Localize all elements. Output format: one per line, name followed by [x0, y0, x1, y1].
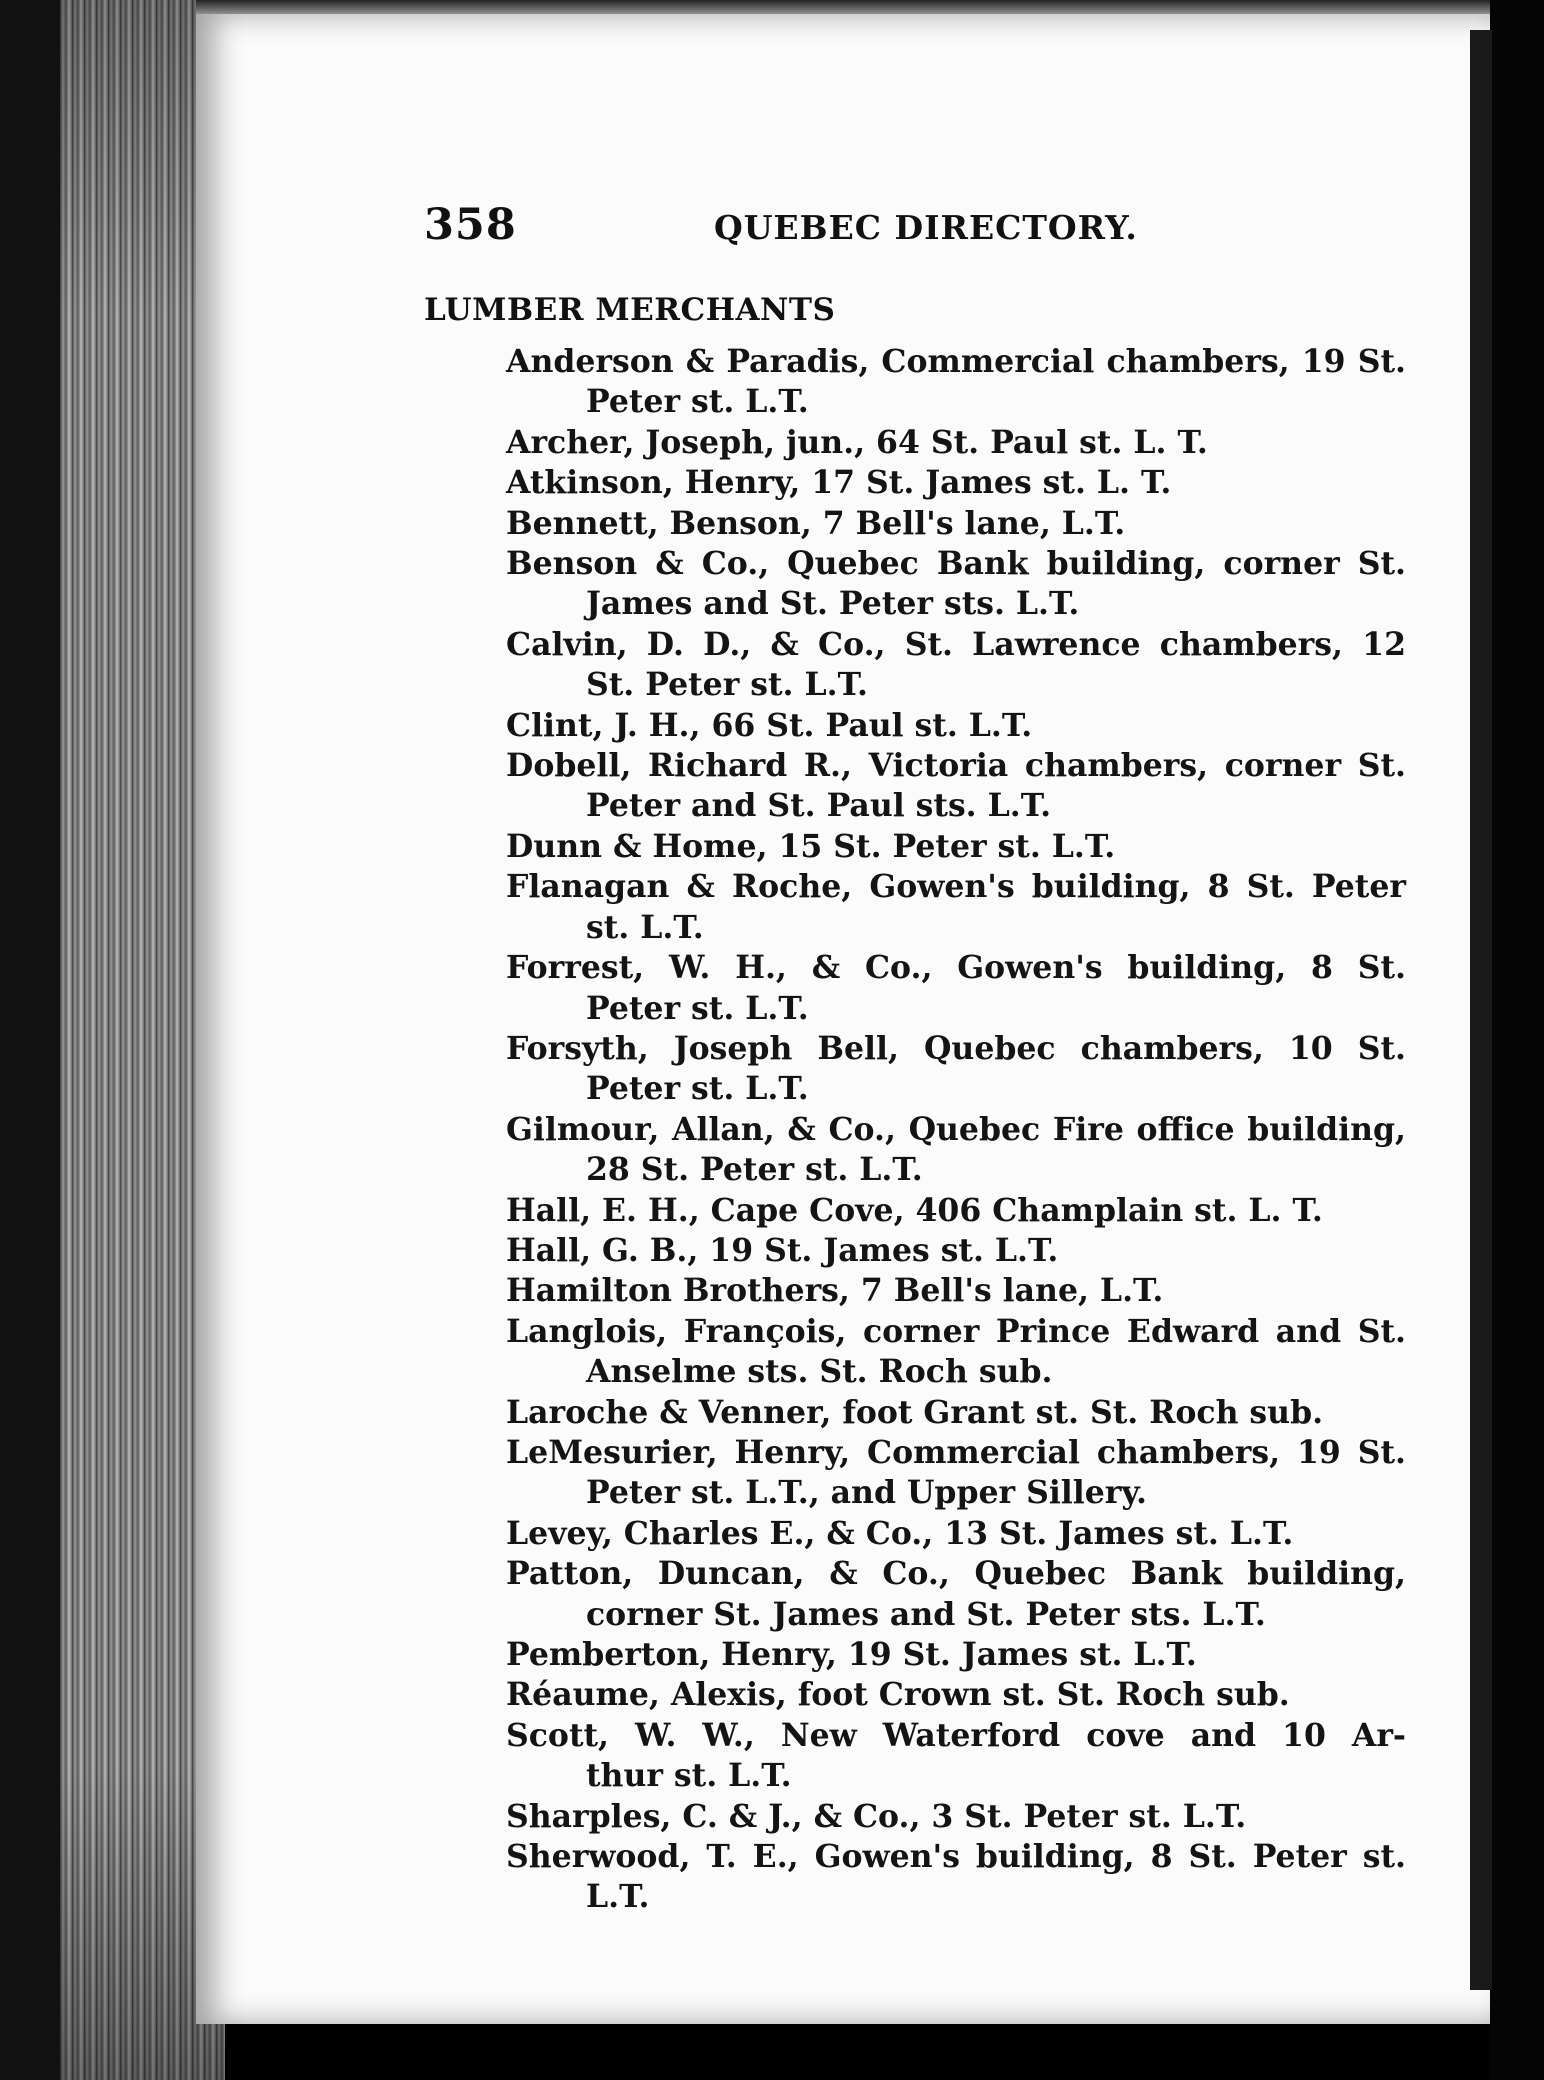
- entry-line: Langlois, François, corner Prince Edward and St.: [506, 1312, 1406, 1350]
- directory-entry: [506, 1191, 1406, 1231]
- entry-line: Laroche & Venner, foot Grant st. St. Roch sub.: [506, 1393, 1324, 1431]
- entry-continuation-line: Peter st. L.T.: [586, 383, 809, 421]
- entry-continuation-line: 28 St. Peter st. L.T.: [586, 1151, 923, 1189]
- entry-continuation-line: corner St. James and St. Peter sts. L.T.: [586, 1595, 1266, 1633]
- right-margin-dark: [1490, 0, 1544, 2080]
- entry-line: Calvin, D. D., & Co., St. Lawrence chambers, 12: [506, 625, 1406, 663]
- entry-continuation-line: Anselme sts. St. Roch sub.: [586, 1353, 1053, 1391]
- entry-line: Pemberton, Henry, 19 St. James st. L.T.: [506, 1636, 1197, 1673]
- entry-line: Dobell, Richard R., Victoria chambers, corner St.: [506, 747, 1406, 785]
- directory-entries: [506, 342, 1406, 1918]
- entry-line: Sherwood, T. E., Gowen's building, 8 St. Peter st.: [506, 1838, 1406, 1876]
- directory-entry: [506, 625, 1406, 706]
- entry-line: Hamilton Brothers, 7 Bell's lane, L.T.: [506, 1272, 1164, 1310]
- directory-entry: [506, 1514, 1406, 1554]
- directory-entry: [506, 1837, 1406, 1918]
- entry-continuation-line: L.T.: [586, 1878, 650, 1916]
- entry-line: Sharples, C. & J., & Co., 3 St. Peter st. L.T.: [506, 1797, 1247, 1835]
- directory-entry: [506, 1554, 1406, 1635]
- directory-entry: [506, 463, 1406, 503]
- directory-entry: [506, 948, 1406, 1029]
- directory-entry: [506, 1312, 1406, 1393]
- book-spine-shadow: [0, 0, 60, 2080]
- directory-entry: [506, 1635, 1406, 1675]
- directory-entry: [506, 1797, 1406, 1837]
- entry-continuation-line: thur st. L.T.: [586, 1757, 792, 1795]
- entry-continuation-line: Peter st. L.T.: [586, 1070, 809, 1108]
- directory-entry: [506, 342, 1406, 423]
- directory-entry: [506, 1393, 1406, 1433]
- entry-continuation-line: Peter and St. Paul sts. L.T.: [586, 787, 1052, 825]
- directory-entry: [506, 1110, 1406, 1191]
- directory-entry: [506, 1675, 1406, 1715]
- directory-entry: [506, 423, 1406, 463]
- entry-line: Atkinson, Henry, 17 St. James st. L. T.: [506, 464, 1172, 502]
- directory-entry: [506, 1271, 1406, 1311]
- entry-line: Réaume, Alexis, foot Crown st. St. Roch sub.: [506, 1676, 1290, 1714]
- entry-line: Forsyth, Joseph Bell, Quebec chambers, 10 St.: [506, 1029, 1406, 1067]
- directory-entry: [506, 504, 1406, 544]
- directory-entry: [506, 827, 1406, 867]
- entry-line: Hall, G. B., 19 St. James st. L.T.: [506, 1231, 1059, 1269]
- directory-entry: [506, 1231, 1406, 1271]
- entry-continuation-line: Peter st. L.T., and Upper Sillery.: [586, 1474, 1148, 1512]
- directory-entry: [506, 1433, 1406, 1514]
- entry-line: Forrest, W. H., & Co., Gowen's building, 8 St.: [506, 949, 1406, 987]
- entry-line: Dunn & Home, 15 St. Peter st. L.T.: [506, 827, 1116, 865]
- directory-entry: [506, 706, 1406, 746]
- directory-entry: [506, 544, 1406, 625]
- entry-line: Gilmour, Allan, & Co., Quebec Fire office building,: [506, 1110, 1406, 1148]
- entry-line: Flanagan & Roche, Gowen's building, 8 St. Peter: [506, 868, 1406, 906]
- entry-line: Scott, W. W., New Waterford cove and 10 Ar-: [506, 1716, 1406, 1754]
- entry-line: Anderson & Paradis, Commercial chambers, 19 St.: [506, 343, 1406, 380]
- directory-entry: [506, 1029, 1406, 1110]
- entry-line: Clint, J. H., 66 St. Paul st. L.T.: [506, 706, 1033, 744]
- entry-line: Archer, Joseph, jun., 64 St. Paul st. L. T.: [506, 423, 1208, 461]
- entry-line: LeMesurier, Henry, Commercial chambers, 19 St.: [506, 1433, 1406, 1471]
- entry-line: Hall, E. H., Cape Cove, 406 Champlain st. L. T.: [506, 1191, 1323, 1229]
- directory-entry: [506, 1716, 1406, 1797]
- entry-continuation-line: Peter st. L.T.: [586, 989, 809, 1027]
- entry-line: Benson & Co., Quebec Bank building, corner St.: [506, 545, 1406, 583]
- page-header: [424, 200, 1138, 260]
- page-number: 358: [424, 200, 517, 250]
- right-page-edge: [1470, 30, 1492, 1990]
- entry-line: Levey, Charles E., & Co., 13 St. James st. L.T.: [506, 1514, 1294, 1552]
- entry-line: Bennett, Benson, 7 Bell's lane, L.T.: [506, 504, 1126, 542]
- entry-continuation-line: st. L.T.: [586, 908, 704, 946]
- directory-entry: [506, 867, 1406, 948]
- section-heading: LUMBER MERCHANTS: [424, 292, 836, 328]
- running-title: QUEBEC DIRECTORY.: [714, 208, 1138, 247]
- entry-line: Patton, Duncan, & Co., Quebec Bank building,: [506, 1555, 1406, 1593]
- entry-continuation-line: James and St. Peter sts. L.T.: [586, 585, 1080, 623]
- entry-continuation-line: St. Peter st. L.T.: [586, 666, 868, 704]
- directory-entry: [506, 746, 1406, 827]
